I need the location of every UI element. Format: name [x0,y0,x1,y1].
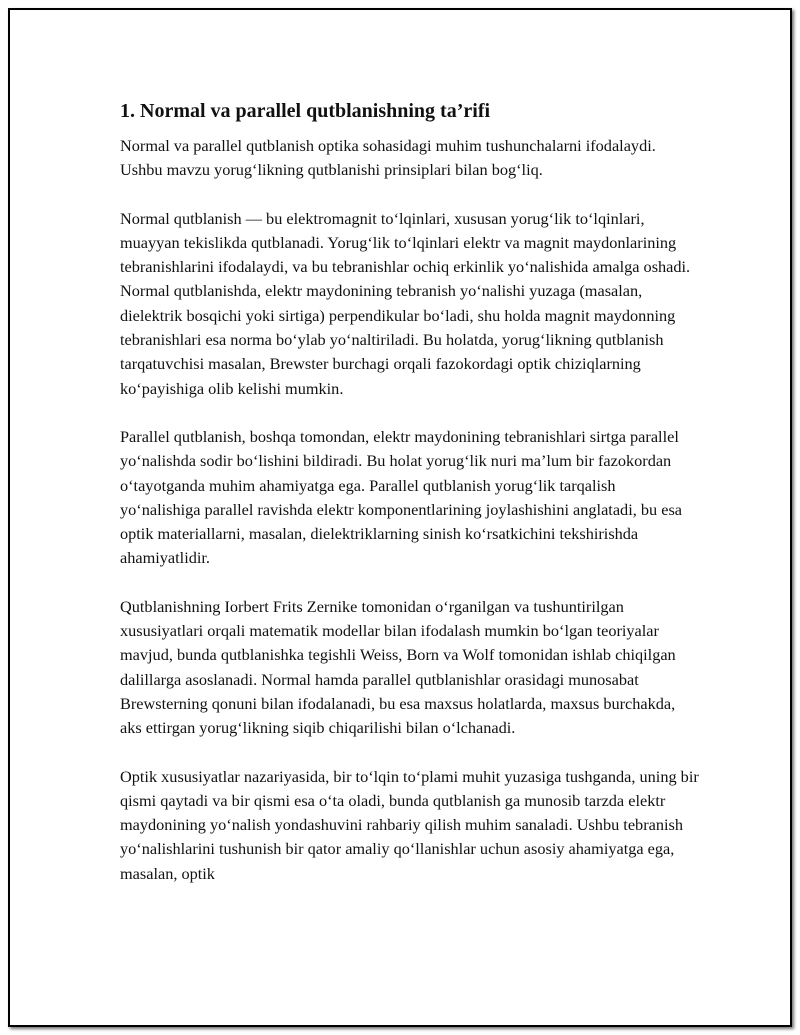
page-frame [8,8,792,1027]
paragraph-1: Normal va parallel qutblanish optika sohasidagi muhim tushunchalarni ifodalaydi. Ushbu mavzu yorug‘likning qutblanishi prinsiplari bilan bog‘liq. [120,136,656,180]
paragraph-3: Parallel qutblanish, boshqa tomondan, elektr maydonining tebranishlari sirtga parallel yo‘nalishda sodir bo‘lishini bildiradi. Bu holat yorug‘lik nuri ma’lum bir fazokordan o‘tayotganda muhim ahamiyatga ega. Parallel qutblanish yorug‘lik tarqalish yo‘nalishiga parallel ravishda elektr komponentlarining joylashishini anglatadi, bu esa optik materiallarni, masalan, dielektriklarning sinish ko‘rsatkichini tekshirishda ahamiyatlidir. [120,426,683,568]
paragraph-5: Optik xususiyatlar nazariyasida, bir to‘lqin to‘plami muhit yuzasiga tushganda, uning bir qismi qaytadi va bir qismi esa o‘ta oladi, bunda qutblanish ga munosib tarzda elektr maydonining yo‘nalish yondashuvini rahbariy qilish muhim sanaladi. Ushbu tebranish yo‘nalishlarini tushunish bir qator amaliy qo‘llanishlar uchun asosiy ahamiyatga ega, masalan, optik [120,766,699,883]
document-body [120,98,700,910]
paragraph-2: Normal qutblanish — bu elektromagnit to‘lqinlari, xususan yorug‘lik to‘lqinlari, muayyan tekislikda qutblanadi. Yorug‘lik to‘lqinlari elektr va magnit maydonlarining tebranishlarini ifodalaydi, va bu tebranishlar ochiq erkinlik yo‘nalishida amalga oshadi. Normal qutblanishda, elektr maydonining tebranish yo‘nalishi yuzaga (masalan, dielektrik bosqichi yoki sirtiga) perpendikular bo‘ladi, shu holda magnit maydonning tebranishlari esa norma bo‘ylab yo‘naltiriladi. Bu holatda, yorug‘likning qutblanish tarqatuvchisi masalan, Brewster burchagi orqali fazokordagi optik chiziqlarning ko‘payishiga olib kelishi mumkin. [120,208,691,398]
section-heading: 1. Normal va parallel qutblanishning ta’rifi [120,100,491,122]
paragraph-4: Qutblanishning Iorbert Frits Zernike tomonidan o‘rganilgan va tushuntirilgan xususiyatlari orqali matematik modellar bilan ifodalash mumkin bo‘lgan teoriyalar mavjud, bunda qutblanishka tegishli Weiss, Born va Wolf tomonidan ishlab chiqilgan dalillarga asoslanadi. Normal hamda parallel qutblanishlar orasidagi munosabat Brewsterning qonuni bilan ifodalanadi, bu esa maxsus holatlarda, maxsus burchakda, aks ettirgan yorug‘likning siqib chiqarilishi bilan o‘lchanadi. [120,596,676,738]
